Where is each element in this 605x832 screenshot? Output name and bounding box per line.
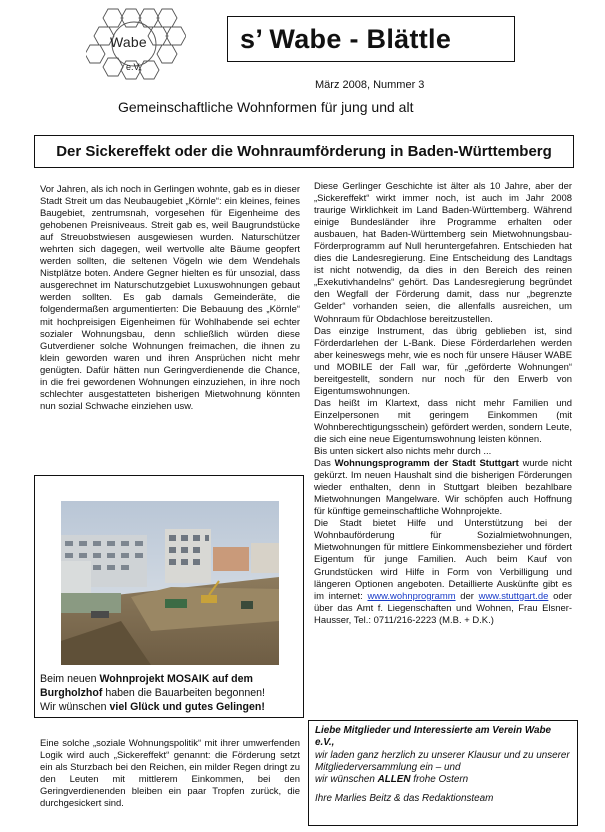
left-column-top: [40, 184, 300, 413]
caption-text: Beim neuen: [40, 673, 100, 685]
notice-greeting: Liebe Mitglieder und Interessierte am Verein Wabe e.V.,: [315, 725, 551, 749]
link-wohnprogramm[interactable]: www.wohnprogramm: [367, 590, 456, 602]
photo-image: [61, 501, 279, 665]
newsletter-title: s’ Wabe - Blättle: [227, 16, 515, 62]
logo-text: Wabe: [110, 34, 147, 50]
text-span: wurde nicht gekürzt. Im neuen Haushalt sind die bisherigen Förderungen wieder enthalten, denn in Stuttgart bleiben bezahlbare Mietwohnungen Mangelware. Wir schöpfen auch Hoffnung für künftige gemeinschaftliche Wohnprojekte.: [314, 458, 572, 518]
link-stuttgart[interactable]: www.stuttgart.de: [478, 590, 549, 602]
article-headline: Der Sickereffekt oder die Wohnraumförderung in Baden-Württemberg: [34, 135, 574, 168]
logo-suffix: e.V.: [126, 62, 142, 72]
notice-wishes: [315, 774, 571, 786]
caption-project-name: Wohnprojekt MOSAIK auf dem Burgholzhof: [40, 673, 253, 699]
paragraph: Diese Gerlinger Geschichte ist älter als 10 Jahre, aber der „Sickereffekt“ wirkt immer noch, ist auch im Jahr 2008 traurige Wirklichkeit im Land Baden-Württemberg. Während einige Bundesländer ihre Programme erhalten oder ausbauen, hat Baden-Württemberg sein Mietwohnungsbau-Förderprogramm auf Null heruntergefahren. Entschieden hat dies die Landesregierung. Eine Entscheidung des Landtags ist nicht notwendig, da dies in den Bereich des reinen „Exekutivhandelns“ gehört. Das Landesregierung begründet den Wegfall der Förderung damit, dass nur „begrenzte Gelder“ vorhanden seien, die allenfalls ausreichen, um Wohnraum für Obdachlose bereitzustellen.: [314, 181, 572, 325]
paragraph: Vor Jahren, als ich noch in Gerlingen wohnte, gab es in dieser Stadt Streit um das Neubaugebiet „Körnle“: ein kleines, feines Baugebiet, zentrumsnah, vorgesehen für Eigenheime des gehobenen Preisniveaus. Streit gab es, weil Baugrundstücke auf Streuobstwiesen ausgewiesen wurden. Naturschützer wehrten sich dagegen, weil wertvolle alte Bäume geopfert werden sollten, die seltenen Vögeln wie dem Wendehals Nistplätze boten. Andere Gegner hielten es für unsozial, dass ausgerechnet im Naturschutzgebiet Luxuswohnungen gebaut werden sollten. Es gab damals Gemeinderäte, die folgendermaßen argumentierten: Die Bebauung des „Körnle“ mit hochpreisigen Eigenheimen für Wohlhabende sei echter sozialer Wohnungsbau, denn schließlich würden diese Gutverdiener solche Wohnungen freimachen, die ihnen zu klein geworden waren und ihren Ansprüchen nicht mehr genügten. Dafür hätten nun Geringverdienende die Chance, in die frei gewordenen Wohnungen einzuziehen, in ihre noch schlechter ausgestatteten bisherigen Mietwohnung könnten nun sozial Schwache einziehen usw.: [40, 184, 300, 412]
paragraph: [314, 458, 572, 518]
left-column-bottom: [40, 738, 300, 810]
text-span: Die Stadt bietet Hilfe und Unterstützung bei der Wohnbauförderung für Sozialmietwohnungen, Mietwohnungen für mittlere Einkommensbezieher und fördert Eigentum für junge Familien. Auch beim Kauf von Grundstücken wird Hilfe in Form von Verbilligung und längeren Optionen angeboten. Detaillierte Auskünfte gibt es im internet:: [314, 518, 572, 602]
paragraph: Das heißt im Klartext, dass nicht mehr Familien und Einzelpersonen mit geringem Einkommen (mit Wohnberechtigungsschein) gefördert werden, sondern Leute, die sich eine neue Eigentumswohnung leisten können.: [314, 397, 572, 445]
text-span: frohe Ostern: [410, 774, 469, 786]
right-column: [314, 181, 572, 627]
caption-wish: viel Glück und gutes Gelingen!: [109, 701, 265, 713]
paragraph: Eine solche „soziale Wohnungspolitik“ mit ihrer umwerfenden Logik wird auch „Sickereffekt“ genannt: die Förderung setzt ein als Sturzbach bei den Reichen, ein milder Regen dringt zu den Leuten mit mittlerem Einkommen, bei den Geringverdienenden bleiben ein paar Tropfen zurück, die durchgesickert sind.: [40, 738, 300, 810]
wabe-logo: [86, 6, 186, 84]
text-span: oder über das Amt f. Liegenschaften und Wohnen, Frau Elsner-Hausser, Tel.: 0711/216-2223 (M.B. + D.K.): [314, 590, 572, 626]
issue-info: März 2008, Nummer 3: [315, 79, 425, 91]
newsletter-subtitle: Gemeinschaftliche Wohnformen für jung und alt: [118, 99, 414, 115]
text-span: Das: [314, 458, 335, 470]
notice-signature: Ihre Marlies Beitz & das Redaktionsteam: [315, 793, 494, 805]
paragraph: Das einzige Instrument, das übrig geblieben ist, sind Förderdarlehen der L-Bank. Diese Förderdarlehen werden aber keineswegs mehr, wie es noch für unsere Häuser WABE und MOBILE der Fall war, für „geförderte Wohnungen“ bereitgestellt, sondern nur noch für den Erwerb von Eigentumswohnungen.: [314, 325, 572, 397]
photo-box: [34, 475, 304, 718]
photo-caption: [40, 672, 302, 714]
text-span: der: [455, 590, 479, 602]
notice-text: wir laden ganz herzlich zu unserer Klausur und zu unserer Mitgliederversammlung ein – und: [315, 749, 570, 773]
caption-text: haben die Bauarbeiten begonnen!: [102, 687, 265, 699]
paragraph: [314, 518, 572, 626]
construction-site-photo: [61, 501, 279, 665]
text-span: wir wünschen: [315, 774, 378, 786]
emphasis-text: ALLEN: [377, 774, 411, 786]
caption-text: Wir wünschen: [40, 701, 110, 713]
paragraph: Bis unten sickert also nichts mehr durch ...: [314, 446, 492, 458]
program-name: Wohnungsprogramm der Stadt Stuttgart: [334, 458, 519, 470]
members-notice-box: [308, 720, 578, 826]
